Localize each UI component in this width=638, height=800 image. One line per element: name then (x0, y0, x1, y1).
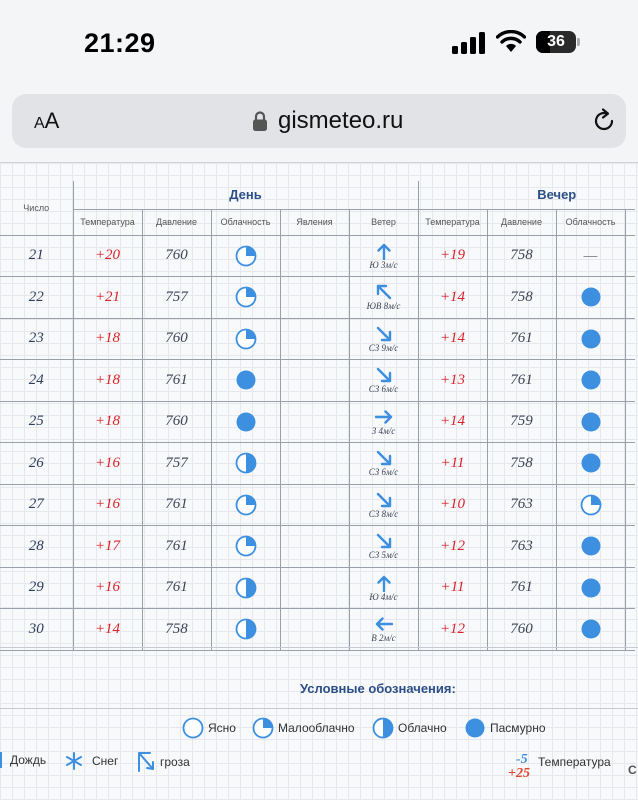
evening-pressure: 759 (487, 401, 556, 443)
date-cell: 24 (0, 360, 73, 402)
legend-temperature-label: Температура (538, 755, 611, 769)
battery-icon (536, 31, 580, 53)
table-row (0, 443, 635, 485)
wind-arrow-up-icon (375, 242, 393, 260)
day-wind (349, 318, 418, 360)
evening-cloudiness (556, 484, 625, 526)
day-wind (349, 609, 418, 651)
day-phenomena (280, 526, 349, 568)
day-pressure: 761 (142, 360, 211, 402)
day-temperature: +20 (73, 235, 142, 277)
day-pressure: 757 (142, 277, 211, 319)
no-data-dash: — (583, 246, 598, 263)
wind-arrow-down-right-icon (375, 491, 393, 509)
day-cloudiness (211, 360, 280, 402)
address-bar[interactable] (12, 94, 626, 148)
legend-thunder: гроза (136, 751, 190, 773)
day-wind (349, 484, 418, 526)
evening-cut-cell (625, 567, 635, 609)
day-pressure: 760 (142, 401, 211, 443)
legend-title: Условные обозначения: (300, 681, 456, 696)
divider (0, 647, 638, 648)
evening-temperature: +11 (418, 567, 487, 609)
web-page (0, 162, 638, 800)
evening-pressure: 760 (487, 609, 556, 651)
day-temperature: +14 (73, 609, 142, 651)
day-temperature: +21 (73, 277, 142, 319)
day-phenomena (280, 318, 349, 360)
day-col-header: Ветер (349, 209, 418, 235)
evening-cut-cell (625, 401, 635, 443)
evening-pressure: 758 (487, 443, 556, 485)
day-cloudiness (211, 401, 280, 443)
cloud-overcast-icon (580, 286, 602, 308)
day-wind (349, 443, 418, 485)
wind-speed: СЗ 6м/с (368, 384, 399, 395)
day-temperature: +18 (73, 401, 142, 443)
day-cloudiness (211, 609, 280, 651)
evening-temperature: +14 (418, 277, 487, 319)
day-cloudiness (211, 484, 280, 526)
evening-cloudiness (556, 526, 625, 568)
date-cell: 23 (0, 318, 73, 360)
table-row (0, 318, 635, 360)
day-phenomena (280, 443, 349, 485)
evening-col-header: Давление (487, 209, 556, 235)
day-wind (349, 360, 418, 402)
day-pressure: 757 (142, 443, 211, 485)
weather-table (0, 181, 635, 651)
evening-cloudiness (556, 609, 625, 651)
evening-cut-cell (625, 484, 635, 526)
wind-arrow-down-right-icon (375, 325, 393, 343)
evening-col-header: Облачность (556, 209, 625, 235)
day-phenomena (280, 484, 349, 526)
day-wind (349, 277, 418, 319)
day-pressure: 761 (142, 484, 211, 526)
date-column-header: Число (0, 181, 73, 235)
evening-pressure: 761 (487, 318, 556, 360)
cloud-partly-icon (235, 286, 257, 308)
wind-speed: З 4м/с (371, 425, 396, 436)
day-phenomena (280, 235, 349, 277)
cloud-cloudy-icon (235, 577, 257, 599)
rain-icon (0, 751, 6, 769)
evening-cut-cell (625, 235, 635, 277)
day-col-header: Давление (142, 209, 211, 235)
battery-level: 36 (547, 33, 565, 50)
wind-speed: Ю 3м/с (369, 259, 398, 270)
wind-arrow-up-left-icon (375, 283, 393, 301)
cloud-overcast-icon (580, 618, 602, 640)
day-phenomena (280, 567, 349, 609)
snow-icon (64, 751, 84, 771)
date-cell: 27 (0, 484, 73, 526)
day-phenomena (280, 277, 349, 319)
evening-cloudiness (556, 443, 625, 485)
thunder-icon (136, 751, 156, 773)
evening-pressure: 758 (487, 235, 556, 277)
evening-section-header: Вечер (418, 181, 635, 209)
cloud-partly-icon (235, 245, 257, 267)
day-pressure: 761 (142, 567, 211, 609)
evening-pressure: 761 (487, 567, 556, 609)
day-cloudiness (211, 235, 280, 277)
evening-cloudiness (556, 318, 625, 360)
evening-cut-cell (625, 318, 635, 360)
cloud-clear-icon (182, 717, 204, 739)
day-wind (349, 235, 418, 277)
day-pressure: 760 (142, 235, 211, 277)
day-temperature: +16 (73, 484, 142, 526)
legend-temperature-sample: -5 +25 (508, 752, 530, 781)
date-cell: 26 (0, 443, 73, 485)
wifi-icon (496, 30, 526, 54)
wind-arrow-down-right-icon (375, 366, 393, 384)
wind-speed: СЗ 8м/с (368, 508, 399, 519)
status-bar (0, 0, 638, 88)
legend-overcast (464, 717, 546, 739)
day-col-header: Явления (280, 209, 349, 235)
wind-speed: Ю 4м/с (369, 591, 398, 602)
status-time: 21:29 (84, 28, 156, 58)
day-cloudiness (211, 567, 280, 609)
cloud-cloudy-icon (372, 717, 394, 739)
day-col-header: Облачность (211, 209, 280, 235)
day-cloudiness (211, 526, 280, 568)
wind-speed: В 2м/с (371, 633, 396, 644)
day-phenomena (280, 609, 349, 651)
evening-pressure: 763 (487, 484, 556, 526)
day-wind (349, 526, 418, 568)
cloud-cloudy-icon (235, 618, 257, 640)
evening-temperature: +11 (418, 443, 487, 485)
url-text[interactable]: gismeteo.ru (278, 107, 404, 134)
day-section-header: День (73, 181, 418, 209)
cloud-partly-icon (235, 328, 257, 350)
date-cell: 25 (0, 401, 73, 443)
reload-icon[interactable] (590, 107, 618, 135)
wind-arrow-left-icon (375, 615, 393, 633)
evening-pressure: 763 (487, 526, 556, 568)
evening-col-header: Температура (418, 209, 487, 235)
date-cell: 29 (0, 567, 73, 609)
table-row (0, 360, 635, 402)
legend-edge-text: С (628, 763, 637, 777)
day-temperature: +18 (73, 360, 142, 402)
divider (0, 708, 638, 709)
table-row (0, 609, 635, 651)
evening-cut-cell (625, 360, 635, 402)
cloud-partly-icon (235, 535, 257, 557)
day-phenomena (280, 401, 349, 443)
day-phenomena (280, 360, 349, 402)
evening-cloudiness (556, 401, 625, 443)
date-cell: 28 (0, 526, 73, 568)
day-wind (349, 567, 418, 609)
table-row (0, 567, 635, 609)
wind-arrow-right-icon (375, 408, 393, 426)
evening-cut-cell (625, 277, 635, 319)
cloud-overcast-icon (580, 411, 602, 433)
legend-snow: Снег (64, 751, 118, 771)
evening-cloudiness (556, 567, 625, 609)
day-wind (349, 401, 418, 443)
wind-speed: СЗ 9м/с (368, 342, 399, 353)
evening-pressure: 761 (487, 360, 556, 402)
cloud-overcast-icon (580, 369, 602, 391)
wind-speed: ЮВ 8м/с (366, 301, 401, 312)
cloud-overcast-icon (580, 577, 602, 599)
date-cell: 21 (0, 235, 73, 277)
evening-cut-cell (625, 443, 635, 485)
day-pressure: 758 (142, 609, 211, 651)
day-pressure: 761 (142, 526, 211, 568)
evening-temperature: +12 (418, 609, 487, 651)
cloud-cloudy-icon (235, 452, 257, 474)
table-row (0, 401, 635, 443)
legend-rain: Дождь (0, 751, 46, 769)
cloud-overcast-icon (580, 535, 602, 557)
evening-temperature: +12 (418, 526, 487, 568)
table-row (0, 277, 635, 319)
day-pressure: 760 (142, 318, 211, 360)
legend-label: Пасмурно (490, 721, 546, 735)
table-row (0, 235, 635, 277)
wind-speed: СЗ 5м/с (368, 550, 399, 561)
day-temperature: +16 (73, 443, 142, 485)
legend-cloudy (372, 717, 447, 739)
day-col-header: Температура (73, 209, 142, 235)
legend-clouds (0, 717, 638, 739)
cloud-overcast-icon (580, 452, 602, 474)
legend-label: Ясно (208, 721, 236, 735)
date-cell: 30 (0, 609, 73, 651)
evening-cut-cell (625, 526, 635, 568)
wind-arrow-down-right-icon (375, 449, 393, 467)
day-temperature: +18 (73, 318, 142, 360)
day-cloudiness (211, 443, 280, 485)
wind-speed: СЗ 6м/с (368, 467, 399, 478)
cloud-partly-icon (580, 494, 602, 516)
table-row (0, 484, 635, 526)
legend-partly (252, 717, 355, 739)
cloud-overcast-icon (580, 328, 602, 350)
reader-settings-button[interactable]: AA (34, 108, 60, 133)
evening-cloudiness (556, 360, 625, 402)
cloud-overcast-icon (235, 411, 257, 433)
cloud-overcast-icon (235, 369, 257, 391)
evening-cut-cell (625, 609, 635, 651)
cloud-partly-icon (235, 494, 257, 516)
legend-label: Малооблачно (278, 721, 355, 735)
cloud-overcast-icon (464, 717, 486, 739)
evening-pressure: 758 (487, 277, 556, 319)
evening-cloudiness (556, 235, 625, 277)
evening-temperature: +13 (418, 360, 487, 402)
evening-temperature: +19 (418, 235, 487, 277)
evening-temperature: +10 (418, 484, 487, 526)
cloud-partly-icon (252, 717, 274, 739)
evening-col-header-cut (625, 209, 635, 235)
wind-arrow-down-right-icon (375, 532, 393, 550)
evening-temperature: +14 (418, 401, 487, 443)
evening-cloudiness (556, 277, 625, 319)
legend-label: Облачно (398, 721, 447, 735)
date-cell: 22 (0, 277, 73, 319)
table-row (0, 526, 635, 568)
evening-temperature: +14 (418, 318, 487, 360)
cellular-signal-icon (452, 32, 486, 54)
day-temperature: +17 (73, 526, 142, 568)
wind-arrow-up-icon (375, 574, 393, 592)
lock-icon (252, 110, 268, 132)
legend-clear (182, 717, 236, 739)
day-temperature: +16 (73, 567, 142, 609)
day-cloudiness (211, 318, 280, 360)
day-cloudiness (211, 277, 280, 319)
